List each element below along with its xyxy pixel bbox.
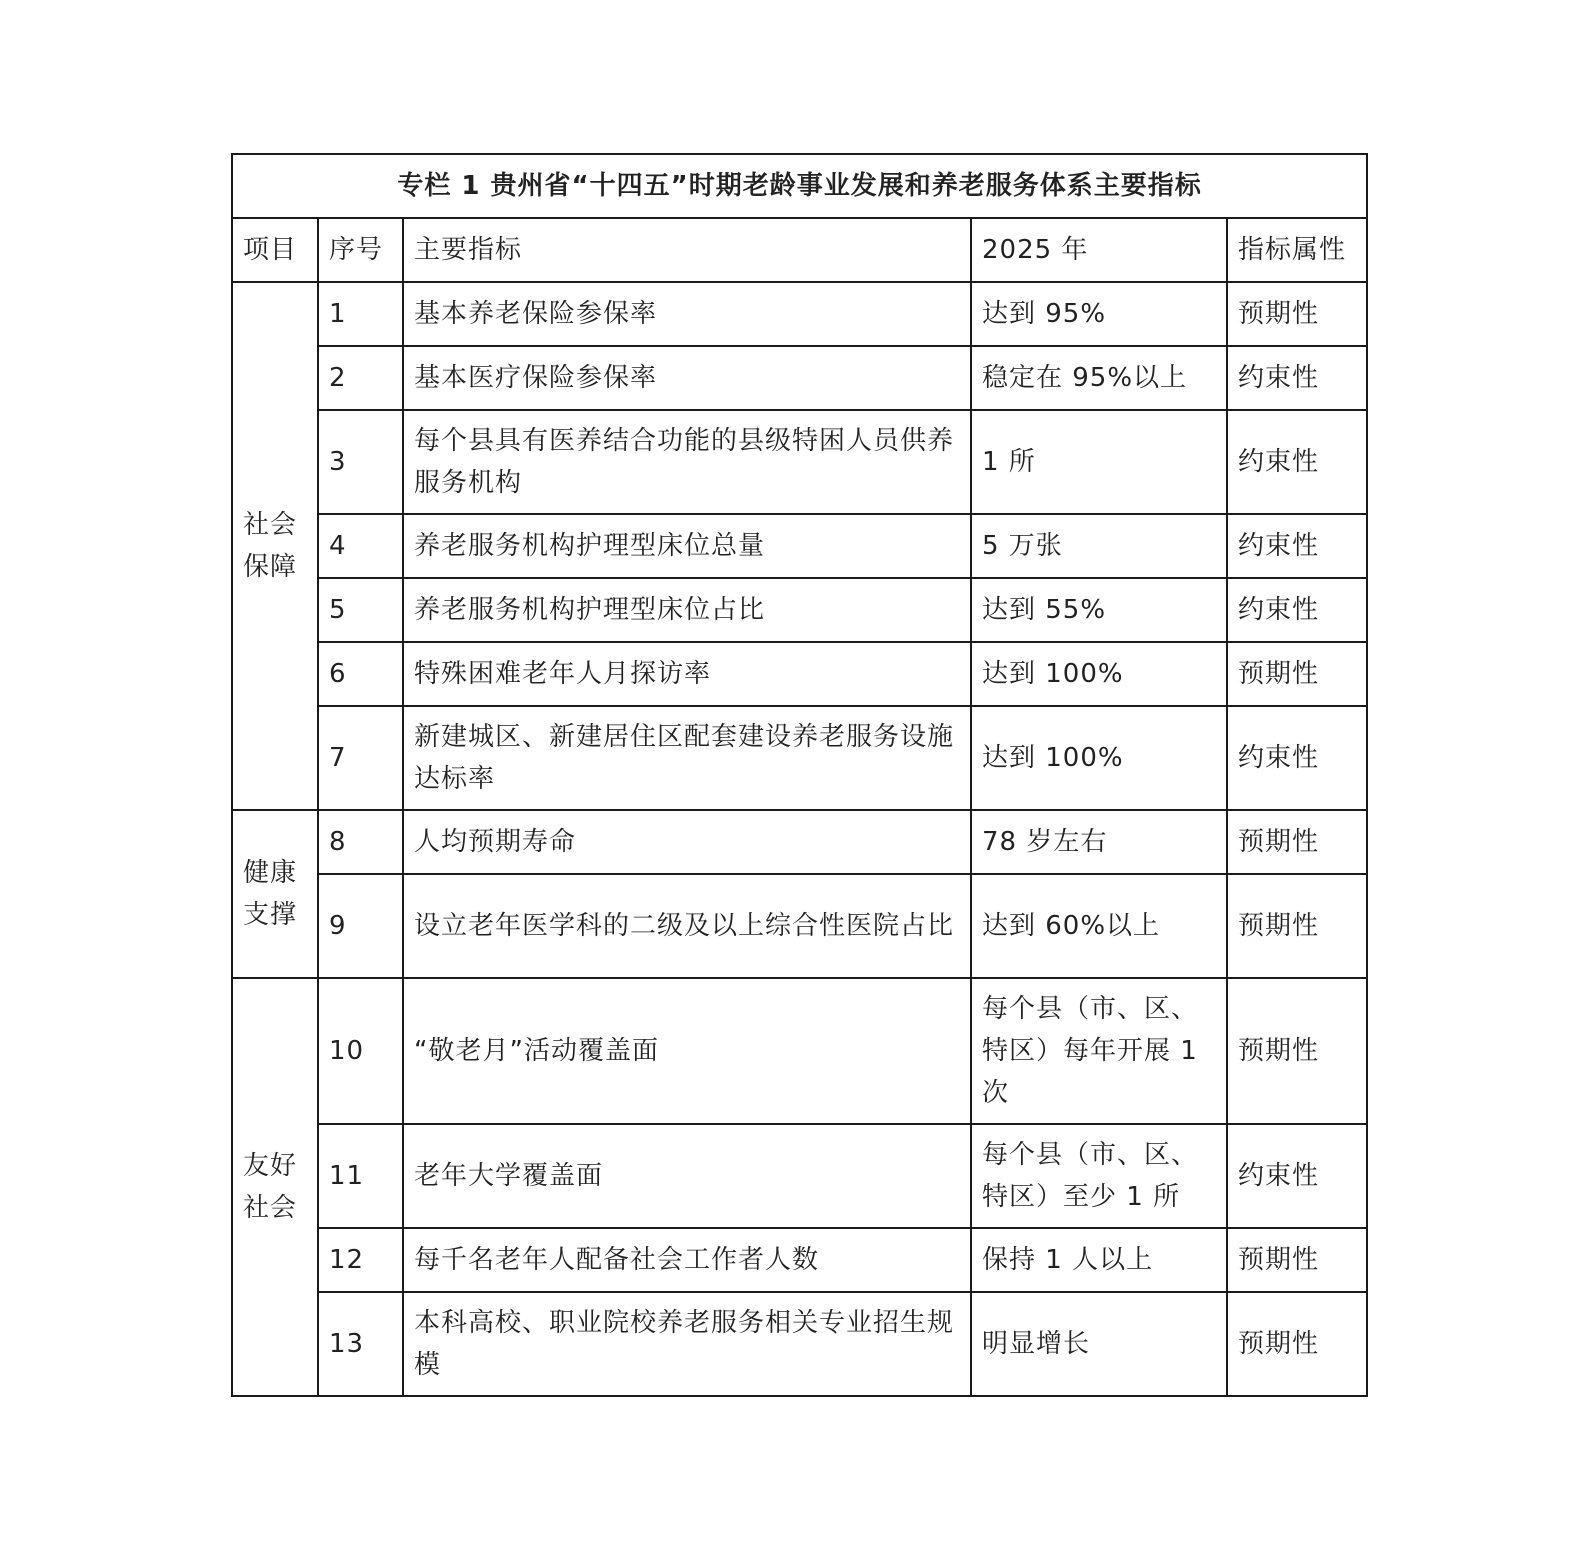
- row-no: 8: [318, 810, 403, 874]
- table-row: [232, 874, 1367, 978]
- table-row: [232, 1228, 1367, 1292]
- row-attribute: 约束性: [1227, 514, 1367, 578]
- row-indicator: “敬老月”活动覆盖面: [403, 978, 971, 1124]
- row-target: 5 万张: [971, 514, 1227, 578]
- group-social-security: [232, 282, 318, 810]
- group-label: 社会保障: [243, 510, 298, 582]
- row-target: 达到 100%: [971, 642, 1227, 706]
- row-attribute: 预期性: [1227, 810, 1367, 874]
- row-no: 6: [318, 642, 403, 706]
- table-row: [232, 978, 1367, 1124]
- row-attribute: 预期性: [1227, 978, 1367, 1124]
- row-target: 1 所: [971, 410, 1227, 514]
- row-target: 78 岁左右: [971, 810, 1227, 874]
- row-target: 每个县（市、区、特区）至少 1 所: [971, 1124, 1227, 1228]
- row-attribute: 约束性: [1227, 706, 1367, 810]
- row-target: 达到 95%: [971, 282, 1227, 346]
- row-attribute: 预期性: [1227, 874, 1367, 978]
- row-attribute: 约束性: [1227, 1124, 1367, 1228]
- row-no: 10: [318, 978, 403, 1124]
- header-attribute: 指标属性: [1227, 218, 1367, 282]
- table-row: [232, 282, 1367, 346]
- table-row: [232, 1124, 1367, 1228]
- row-indicator: 养老服务机构护理型床位占比: [403, 578, 971, 642]
- row-target: 明显增长: [971, 1292, 1227, 1396]
- row-no: 2: [318, 346, 403, 410]
- row-indicator: 老年大学覆盖面: [403, 1124, 971, 1228]
- row-indicator: 本科高校、职业院校养老服务相关专业招生规模: [403, 1292, 971, 1396]
- row-attribute: 预期性: [1227, 282, 1367, 346]
- header-row: [232, 218, 1367, 282]
- row-no: 9: [318, 874, 403, 978]
- table-row: [232, 514, 1367, 578]
- row-indicator: 基本养老保险参保率: [403, 282, 971, 346]
- row-no: 1: [318, 282, 403, 346]
- table-row: [232, 1292, 1367, 1396]
- group-label: 健康支撑: [243, 858, 298, 930]
- row-target: 保持 1 人以上: [971, 1228, 1227, 1292]
- title-row: [232, 154, 1367, 218]
- row-no: 7: [318, 706, 403, 810]
- header-target: 2025 年: [971, 218, 1227, 282]
- row-indicator: 养老服务机构护理型床位总量: [403, 514, 971, 578]
- row-target: 达到 60%以上: [971, 874, 1227, 978]
- row-no: 13: [318, 1292, 403, 1396]
- row-indicator: 每个县具有医养结合功能的县级特困人员供养服务机构: [403, 410, 971, 514]
- header-index: 序号: [318, 218, 403, 282]
- row-target: 稳定在 95%以上: [971, 346, 1227, 410]
- row-indicator: 人均预期寿命: [403, 810, 971, 874]
- table-row: [232, 346, 1367, 410]
- table-row: [232, 642, 1367, 706]
- group-label: 友好社会: [243, 1151, 298, 1223]
- row-attribute: 约束性: [1227, 578, 1367, 642]
- row-attribute: 预期性: [1227, 1292, 1367, 1396]
- row-indicator: 基本医疗保险参保率: [403, 346, 971, 410]
- table-row: [232, 578, 1367, 642]
- row-no: 3: [318, 410, 403, 514]
- row-indicator: 每千名老年人配备社会工作者人数: [403, 1228, 971, 1292]
- row-no: 12: [318, 1228, 403, 1292]
- row-attribute: 预期性: [1227, 1228, 1367, 1292]
- row-no: 4: [318, 514, 403, 578]
- group-friendly-society: [232, 978, 318, 1396]
- header-indicator: 主要指标: [403, 218, 971, 282]
- group-health-support: [232, 810, 318, 978]
- row-target: 每个县（市、区、特区）每年开展 1 次: [971, 978, 1227, 1124]
- row-no: 11: [318, 1124, 403, 1228]
- row-indicator: 新建城区、新建居住区配套建设养老服务设施达标率: [403, 706, 971, 810]
- indicator-table: [231, 153, 1368, 1397]
- header-category: 项目: [232, 218, 318, 282]
- row-attribute: 约束性: [1227, 410, 1367, 514]
- table-row: [232, 410, 1367, 514]
- row-no: 5: [318, 578, 403, 642]
- row-target: 达到 55%: [971, 578, 1227, 642]
- row-attribute: 预期性: [1227, 642, 1367, 706]
- table-row: [232, 810, 1367, 874]
- row-attribute: 约束性: [1227, 346, 1367, 410]
- row-indicator: 特殊困难老年人月探访率: [403, 642, 971, 706]
- table-row: [232, 706, 1367, 810]
- row-indicator: 设立老年医学科的二级及以上综合性医院占比: [403, 874, 971, 978]
- row-target: 达到 100%: [971, 706, 1227, 810]
- table-title: 专栏 1 贵州省“十四五”时期老龄事业发展和养老服务体系主要指标: [232, 154, 1367, 218]
